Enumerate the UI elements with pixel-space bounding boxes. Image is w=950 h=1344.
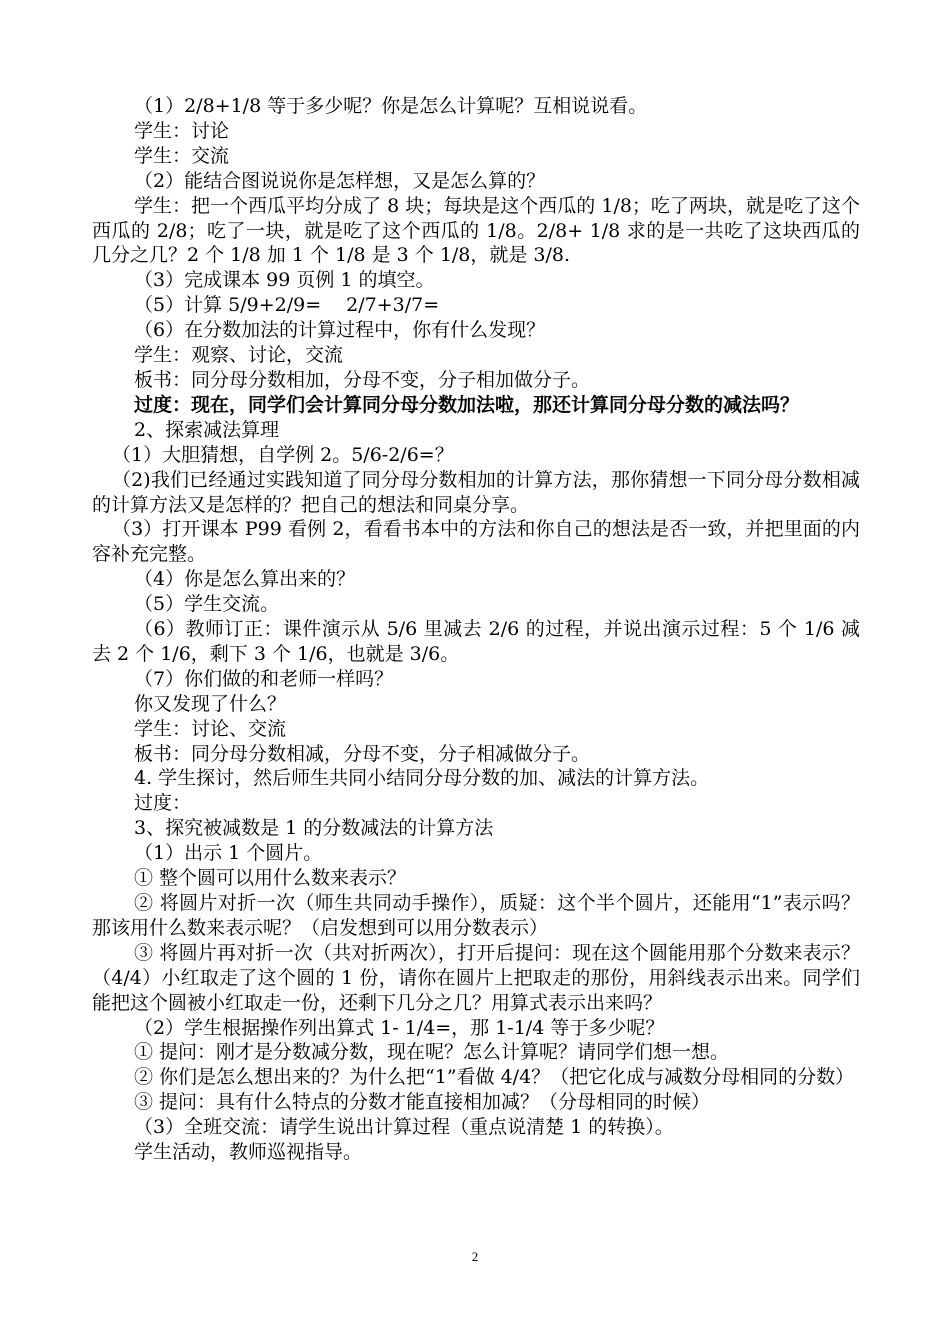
- paragraph: ③ 提问：具有什么特点的分数才能直接相加减？（分母相同的时候）: [134, 1091, 711, 1114]
- paragraph: 4. 学生探讨，然后师生共同小结同分母分数的加、减法的计算方法。: [134, 767, 710, 790]
- page-number: 2: [471, 1249, 479, 1264]
- paragraph: 过度：: [134, 792, 192, 815]
- paragraph: ① 整个圆可以用什么数来表示？: [134, 867, 407, 890]
- paragraph: （2）学生根据操作列出算式 1- 1/4=，那 1-1/4 等于多少呢？: [134, 1016, 665, 1039]
- paragraph: （6）教师订正：课件演示从 5/6 里减去 2/6 的过程，并说出演示过程：5 个 1/6 减去 2 个 1/6，剩下 3 个 1/6，也就是 3/6。: [92, 618, 860, 665]
- document-body: [92, 94, 860, 1165]
- paragraph: 学生：讨论: [134, 119, 230, 142]
- paragraph: （1）2/8+1/8 等于多少呢？你是怎么计算呢？互相说说看。: [134, 95, 648, 117]
- paragraph: （6）在分数加法的计算过程中，你有什么发现？: [134, 319, 546, 342]
- paragraph: ① 提问：刚才是分数减分数，现在呢？怎么计算呢？请同学们想一想。: [134, 1041, 730, 1064]
- paragraph: （7）你们做的和老师一样吗？: [134, 667, 394, 690]
- paragraph: ③ 将圆片再对折一次（共对折两次），打开后提问：现在这个圆能用那个分数来表示？（4/4）小红取走了这个圆的 1 份，请你在圆片上把取走的那份，用斜线表示出来。同学们能把这个圆被小红取走一份，还剩下几分之几？用算式表示出来吗？: [92, 941, 860, 1014]
- paragraph: 学生活动，教师巡视指导。: [134, 1141, 363, 1164]
- paragraph: （1）大胆猜想，自学例 2。5/6-2/6=？: [112, 443, 454, 466]
- paragraph: （3）完成课本 99 页例 1 的填空。: [134, 269, 435, 292]
- paragraph: 板书：同分母分数相减，分母不变，分子相减做分子。: [134, 742, 591, 765]
- section-heading: 2、探索减法算理: [134, 418, 280, 441]
- paragraph: （5）学生交流。: [134, 593, 280, 616]
- paragraph: （2）能结合图说说你是怎样想，又是怎么算的？: [134, 169, 546, 192]
- paragraph: （3）全班交流：请学生说出计算过程（重点说清楚 1 的转换）。: [134, 1116, 674, 1139]
- paragraph: ② 你们是怎么想出来的？为什么把“1”看做 4/4？（把它化成与减数分母相同的分数）: [134, 1066, 855, 1089]
- paragraph: 学生：讨论、交流: [134, 717, 287, 740]
- paragraph: （4）你是怎么算出来的？: [134, 568, 356, 591]
- paragraph: 学生：把一个西瓜平均分成了 8 块；每块是这个西瓜的 1/8；吃了两块，就是吃了这个西瓜的 2/8；吃了一块，就是吃了这个西瓜的 1/8。2/8+ 1/8 求的是一共吃了这块西瓜的几分之几？2 个 1/8 加 1 个 1/8 是 3 个 1/8，就是 3/8.: [92, 194, 860, 267]
- paragraph: （5）计算 5/9+2/9= 2/7+3/7=: [134, 294, 440, 317]
- paragraph: ② 将圆片对折一次（师生共同动手操作），质疑：这个半个圆片，还能用“1”表示吗？那该用什么数来表示呢？（启发想到可以用分数表示）: [92, 892, 860, 939]
- paragraph: （2)我们已经通过实践知道了同分母分数相加的计算方法，那你猜想一下同分母分数相减的计算方法又是怎样的？把自己的想法和同桌分享。: [92, 468, 860, 516]
- paragraph: 板书：同分母分数相加，分母不变，分子相加做分子。: [134, 368, 591, 391]
- paragraph: 学生：观察、讨论，交流: [134, 344, 344, 367]
- section-heading: 3、探究被减数是 1 的分数减法的计算方法: [134, 817, 494, 840]
- paragraph: 学生：交流: [134, 144, 230, 167]
- paragraph: （1）出示 1 个圆片。: [134, 842, 323, 865]
- paragraph: （3）打开课本 P99 看例 2，看看书本中的方法和你自己的想法是否一致，并把里面的内容补充完整。: [92, 518, 860, 566]
- transition-paragraph: 过度：现在，同学们会计算同分母分数加法啦，那还计算同分母分数的减法吗？: [134, 393, 800, 416]
- paragraph: 你又发现了什么？: [134, 692, 287, 715]
